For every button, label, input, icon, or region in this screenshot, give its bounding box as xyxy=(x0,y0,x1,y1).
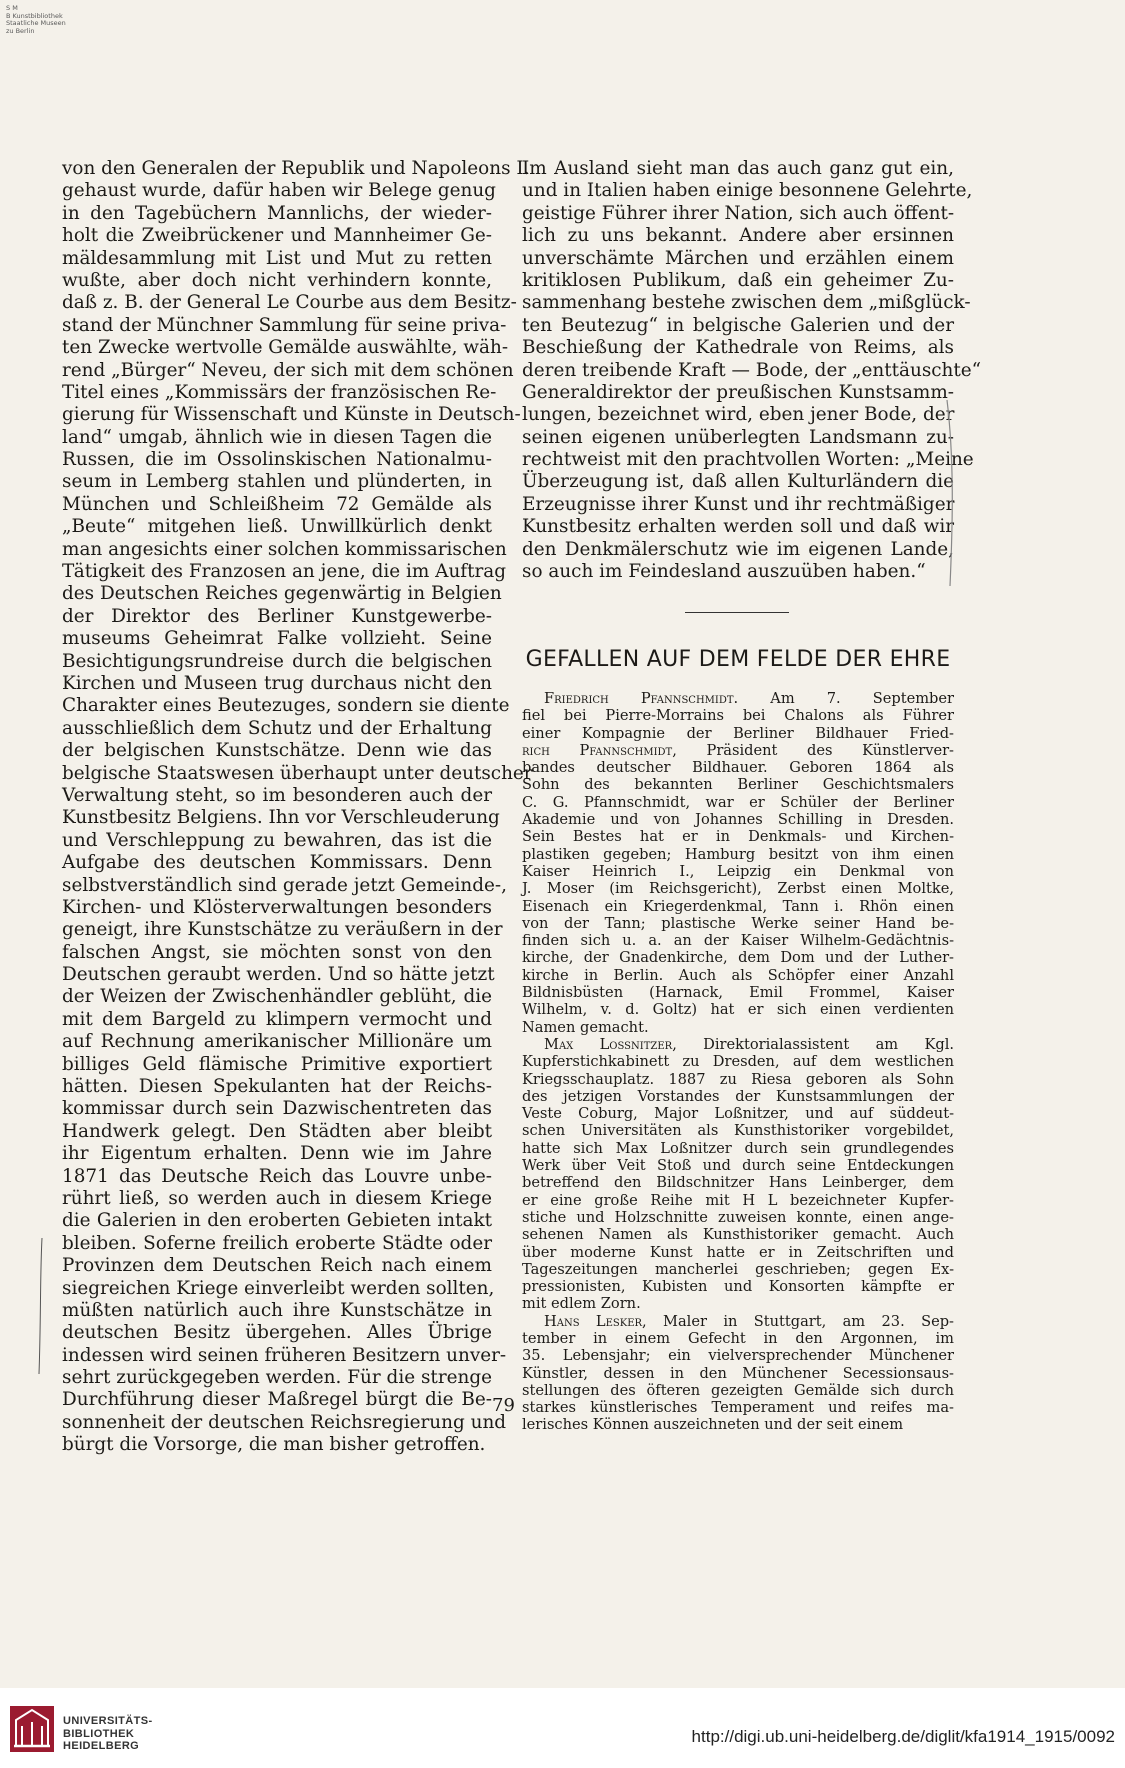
obituary-line xyxy=(522,690,954,707)
stamp-line: S M xyxy=(6,4,18,12)
text-line: sonnenheit der deutschen Reichsregierung und xyxy=(62,1411,507,1433)
text-line: bleiben. Soferne freilich eroberte Städte oder xyxy=(62,1232,492,1254)
obituary-line: Kupferstichkabinett zu Dresden, auf dem westlichen xyxy=(522,1053,954,1071)
text-line: den Denkmälerschutz wie im eigenen Lande, xyxy=(522,538,954,560)
institution-line: UNIVERSITÄTS- xyxy=(63,1715,153,1727)
text-line: Kunstbesitz Belgiens. Ihn vor Verschleuderung xyxy=(62,807,500,829)
text-line: so auch im Feindesland auszuüben haben.“ xyxy=(522,561,926,583)
obituary-line: tember in einem Gefecht in den Argonnen, im xyxy=(522,1329,954,1347)
text-line: Verwaltung steht, so im besonderen auch der xyxy=(62,784,492,806)
text-line: Erzeugnisse ihrer Kunst und ihr rechtmäßiger xyxy=(522,493,955,515)
text-line: Provinzen dem Deutschen Reich nach einem xyxy=(62,1255,492,1277)
text-line: rührt ließ, so werden auch in diesem Kriege xyxy=(62,1187,492,1209)
obituary-line: J. Moser (im Reichsgericht), Zerbst einen Moltke, xyxy=(522,880,954,898)
text-line: Generaldirektor der preußischen Kunstsamm- xyxy=(522,381,954,403)
obituary-line xyxy=(522,1036,954,1053)
text-line: Kunstbesitz erhalten werden soll und daß wir xyxy=(522,516,954,538)
source-url-link[interactable]: http://digi.ub.uni-heidelberg.de/diglit/kfa1914_1915/0092 xyxy=(691,1727,1115,1746)
page-number: 79 xyxy=(492,1395,515,1416)
text-line: deutschen Besitz übergehen. Alles Übrige xyxy=(62,1322,492,1344)
institution-name xyxy=(63,1715,153,1753)
text-line: ihr Eigentum erhalten. Denn wie im Jahre xyxy=(62,1143,492,1165)
text-line: mit dem Bargeld zu klimpern vermocht und xyxy=(62,1008,492,1030)
stamp-line: Staatliche Museen xyxy=(6,19,66,27)
obituary-line: Veste Coburg, Major Loßnitzer, und auf süddeut- xyxy=(522,1105,954,1123)
text-line: Kirchen und Museen trug durchaus nicht den xyxy=(62,672,492,694)
section-divider xyxy=(685,612,789,613)
text-line: lungen, bezeichnet wird, eben jener Bode, der xyxy=(522,404,955,426)
margin-pencil-mark xyxy=(36,1236,46,1376)
text-line: der Direktor des Berliner Kunstgewerbe- xyxy=(62,605,492,627)
obituary-line: Eisenach ein Kriegerdenkmal, Tann i. Rhön einen xyxy=(522,897,954,915)
obituary-line: Namen gemacht. xyxy=(522,1018,649,1036)
institution-line: HEIDELBERG xyxy=(63,1740,140,1752)
text-line: Handwerk gelegt. Den Städten aber bleibt xyxy=(62,1120,492,1142)
obituary-name: Hans Lesker xyxy=(544,1312,643,1330)
text-line: falschen Angst, sie möchten sonst von den xyxy=(62,941,492,963)
obituary-line: Tageszeitungen mancherlei geschrieben; gegen Ex- xyxy=(522,1260,954,1278)
text-line: müßten natürlich auch ihre Kunstschätze in xyxy=(62,1299,492,1321)
text-line: deren treibende Kraft — Bode, der „enttäuschte“ xyxy=(522,359,982,381)
text-line: Besichtigungsrundreise durch die belgischen xyxy=(62,650,492,672)
obituary-line: kirche in Berlin. Auch als Schöpfer einer Anzahl xyxy=(522,966,954,984)
stamp-line: B Kunstbibliothek xyxy=(6,11,63,20)
text-line: seum in Lemberg stahlen und plünderten, in xyxy=(62,471,492,493)
stamp-line: zu Berlin xyxy=(6,26,35,35)
obituary-text: , Maler in Stuttgart, am 23. Sep- xyxy=(642,1312,954,1330)
text-line: des Deutschen Reiches gegenwärtig in Belgien xyxy=(62,583,502,605)
text-line: sammenhang bestehe zwischen dem „mißglück- xyxy=(522,292,971,314)
obituary-line: Wilhelm, v. d. Goltz) hat er sich einen verdienten xyxy=(522,1001,954,1019)
text-line: unverschämte Märchen und erzählen einem xyxy=(522,247,954,269)
text-line: geistige Führer ihrer Nation, sich auch öffent- xyxy=(522,202,955,224)
text-line: Durchführung dieser Maßregel bürgt die Be- xyxy=(62,1389,492,1411)
text-line: auf Rechnung amerikanischer Millionäre um xyxy=(62,1031,492,1053)
institution-line: BIBLIOTHEK xyxy=(63,1727,135,1740)
text-line: daß z. B. der General Le Courbe aus dem Besitz- xyxy=(62,292,517,314)
text-line: gierung für Wissenschaft und Künste in Deutsch- xyxy=(62,404,521,426)
obituary-line: Künstler, dessen in den Münchener Secessionsaus- xyxy=(522,1364,954,1382)
obituary-line: hatte sich Max Loßnitzer durch sein grundlegendes xyxy=(522,1139,954,1157)
text-line: hätten. Diesen Spekulanten hat der Reichs- xyxy=(62,1076,492,1098)
text-line: indessen wird seinen früheren Besitzern unver- xyxy=(62,1344,507,1366)
university-logo-icon xyxy=(10,1706,54,1752)
obituary-line: über moderne Kunst hatte er in Zeitschriften und xyxy=(522,1243,954,1261)
obituary-line: stiche und Holzschnitte zuweisen konnte, einen ange- xyxy=(522,1208,954,1226)
obituary-line: starkes künstlerisches Temperament und reifes ma- xyxy=(522,1399,954,1417)
obituary-line: des jetzigen Vorstandes der Kunstsammlungen der xyxy=(522,1087,954,1105)
text-line: lich zu uns bekannt. Andere aber ersinnen xyxy=(522,225,954,247)
text-line: wußte, aber doch nicht verhindern konnte, xyxy=(62,269,492,291)
obituary-name: rich Pfannschmidt xyxy=(522,741,673,759)
text-line: belgische Staatswesen überhaupt unter deutscher xyxy=(62,762,533,784)
text-line: geneigt, ihre Kunstschätze zu veräußern in der xyxy=(62,919,503,941)
obituary-line: Werk über Veit Stoß und durch seine Entdeckungen xyxy=(522,1157,954,1175)
text-line: in den Tagebüchern Mannlichs, der wieder- xyxy=(62,202,492,224)
obituary-line: von der Tann; plastische Werke seiner Hand be- xyxy=(522,914,954,932)
obituary-line: pressionisten, Kubisten und Konsorten kämpfte er xyxy=(522,1278,954,1296)
obituary-line: Sohn des bekannten Berliner Geschichtsmalers xyxy=(522,776,954,794)
text-line: rechtweist mit den prachtvollen Worten: „Meine xyxy=(522,449,974,471)
text-line: seinen eigenen unüberlegten Landsmann zu- xyxy=(522,426,954,448)
obituary-line: finden sich u. a. an der Kaiser Wilhelm-Gedächtnis- xyxy=(522,932,954,950)
text-line: Beschießung der Kathedrale von Reims, als xyxy=(522,337,954,359)
obituary-line: betreffend den Bildschnitzer Hans Leinberger, dem xyxy=(522,1174,954,1192)
obituaries-block xyxy=(522,690,954,1434)
margin-pencil-mark xyxy=(944,398,958,588)
text-line: mäldesammlung mit List und Mut zu retten xyxy=(62,247,492,269)
library-stamp xyxy=(6,5,66,35)
text-line: von den Generalen der Republik und Napoleons I. xyxy=(62,158,530,179)
obituary-line: sehenen Namen als Kunsthistoriker gemacht. Auch xyxy=(522,1226,954,1244)
obituary-line: 35. Lebensjahr; ein vielversprechender Münchener xyxy=(522,1347,954,1365)
text-line: Überzeugung ist, daß allen Kulturländern die xyxy=(522,471,954,493)
text-line: gehaust wurde, dafür haben wir Belege genug xyxy=(62,180,496,202)
obituary-line: C. G. Pfannschmidt, war er Schüler der Berliner xyxy=(522,793,954,811)
text-line: der belgischen Kunstschätze. Denn wie das xyxy=(62,740,492,762)
text-line: museums Geheimrat Falke vollzieht. Seine xyxy=(62,628,492,650)
obituary-line: Sein Bestes hat er in Denkmals- und Kirchen- xyxy=(522,828,954,846)
text-line: Aufgabe des deutschen Kommissars. Denn xyxy=(62,852,492,874)
obituary-line: bandes deutscher Bildhauer. Geboren 1864 als xyxy=(522,759,954,777)
obituary-text: , Direktorialassistent am Kgl. xyxy=(672,1035,954,1053)
text-line: land“ umgab, ähnlich wie in diesen Tagen die xyxy=(62,426,492,448)
text-line: Charakter eines Beutezuges, sondern sie diente xyxy=(62,695,510,717)
obituary-name: Max Lossnitzer xyxy=(544,1035,673,1053)
text-line: ten Beutezug“ in belgische Galerien und der xyxy=(522,314,954,336)
text-line: selbstverständlich sind gerade jetzt Gemeinde-, xyxy=(62,874,507,896)
obituary-line: fiel bei Pierre-Morrains bei Chalons als Führer xyxy=(522,707,954,725)
text-line: rend „Bürger“ Neveu, der sich mit dem schönen xyxy=(62,359,514,381)
obituary-line: er eine große Reihe mit H L bezeichneter Kupfer- xyxy=(522,1191,954,1209)
obituary-line: Akademie und von Johannes Schilling in Dresden. xyxy=(522,811,954,829)
text-line: und in Italien haben einige besonnene Gelehrte, xyxy=(522,180,973,202)
text-line: Im Ausland sieht man das auch ganz gut ein, xyxy=(522,158,954,179)
text-line: Deutschen geraubt werden. Und so hätte jetzt xyxy=(62,964,495,986)
obituary-line xyxy=(522,742,954,759)
obituary-line: plastiken gegeben; Hamburg besitzt von ihm einen xyxy=(522,845,954,863)
right-text-column xyxy=(522,158,982,583)
text-line: holt die Zweibrückener und Mannheimer Ge- xyxy=(62,225,492,247)
text-line: Kirchen- und Klösterverwaltungen besonders xyxy=(62,896,492,918)
text-line: man angesichts einer solchen kommissarischen xyxy=(62,538,507,560)
text-line: Titel eines „Kommissärs der französischen Re- xyxy=(62,381,497,403)
obituary-name: Friedrich Pfannschmidt. xyxy=(544,690,739,707)
text-line: kritiklosen Publikum, daß ein geheimer Zu- xyxy=(522,269,954,291)
text-line: siegreichen Kriege einverleibt werden sollten, xyxy=(62,1277,495,1299)
obituary-line: Bildnisbüsten (Harnack, Emil Frommel, Kaiser xyxy=(522,984,954,1002)
obituary-line: lerisches Können auszeichneten und der seit einem xyxy=(522,1416,904,1434)
text-line: ausschließlich dem Schutz und der Erhaltung xyxy=(62,717,492,739)
obituary-line: Kaiser Heinrich I., Leipzig ein Denkmal von xyxy=(522,862,954,880)
obituary-line: Kriegsschauplatz. 1887 zu Riesa geboren als Sohn xyxy=(522,1070,954,1088)
obituary-line: mit edlem Zorn. xyxy=(522,1295,641,1313)
text-line: ten Zwecke wertvolle Gemälde auswählte, wäh- xyxy=(62,337,509,359)
obituary-text: , Präsident des Künstlerver- xyxy=(672,741,954,759)
text-line: und Verschleppung zu bewahren, das ist die xyxy=(62,829,492,851)
text-line: bürgt die Vorsorge, die man bisher getroffen. xyxy=(62,1434,486,1456)
text-line: kommissar durch sein Dazwischentreten das xyxy=(62,1098,492,1120)
text-line: sehrt zurückgegeben werden. Für die strenge xyxy=(62,1367,492,1389)
obituary-line: kirche, der Gnadenkirche, dem Dom und der Luther- xyxy=(522,949,954,967)
text-line: stand der Münchner Sammlung für seine priva- xyxy=(62,314,507,336)
obituary-text: Am 7. September xyxy=(738,690,954,707)
text-line: Russen, die im Ossolinskischen Nationalmu- xyxy=(62,449,492,471)
text-line: billiges Geld flämische Primitive exportiert xyxy=(62,1053,492,1075)
text-line: Tätigkeit des Franzosen an jene, die im Auftrag xyxy=(62,561,507,583)
section-heading: GEFALLEN AUF DEM FELDE DER EHRE xyxy=(525,647,951,672)
obituary-line: schen Universitäten als Kunsthistoriker vorgebildet, xyxy=(522,1122,954,1140)
text-line: 1871 das Deutsche Reich das Louvre unbe- xyxy=(62,1165,492,1187)
obituary-line: einer Kompagnie der Berliner Bildhauer Fried- xyxy=(522,724,954,742)
obituary-line: stellungen des öfteren gezeigten Gemälde sich durch xyxy=(522,1381,954,1399)
text-line: „Beute“ mitgehen ließ. Unwillkürlich denkt xyxy=(62,516,492,538)
obituary-line xyxy=(522,1313,954,1330)
text-line: die Galerien in den eroberten Gebieten intakt xyxy=(62,1210,492,1232)
text-line: der Weizen der Zwischenhändler geblüht, die xyxy=(62,986,492,1008)
text-line: München und Schleißheim 72 Gemälde als xyxy=(62,493,492,515)
